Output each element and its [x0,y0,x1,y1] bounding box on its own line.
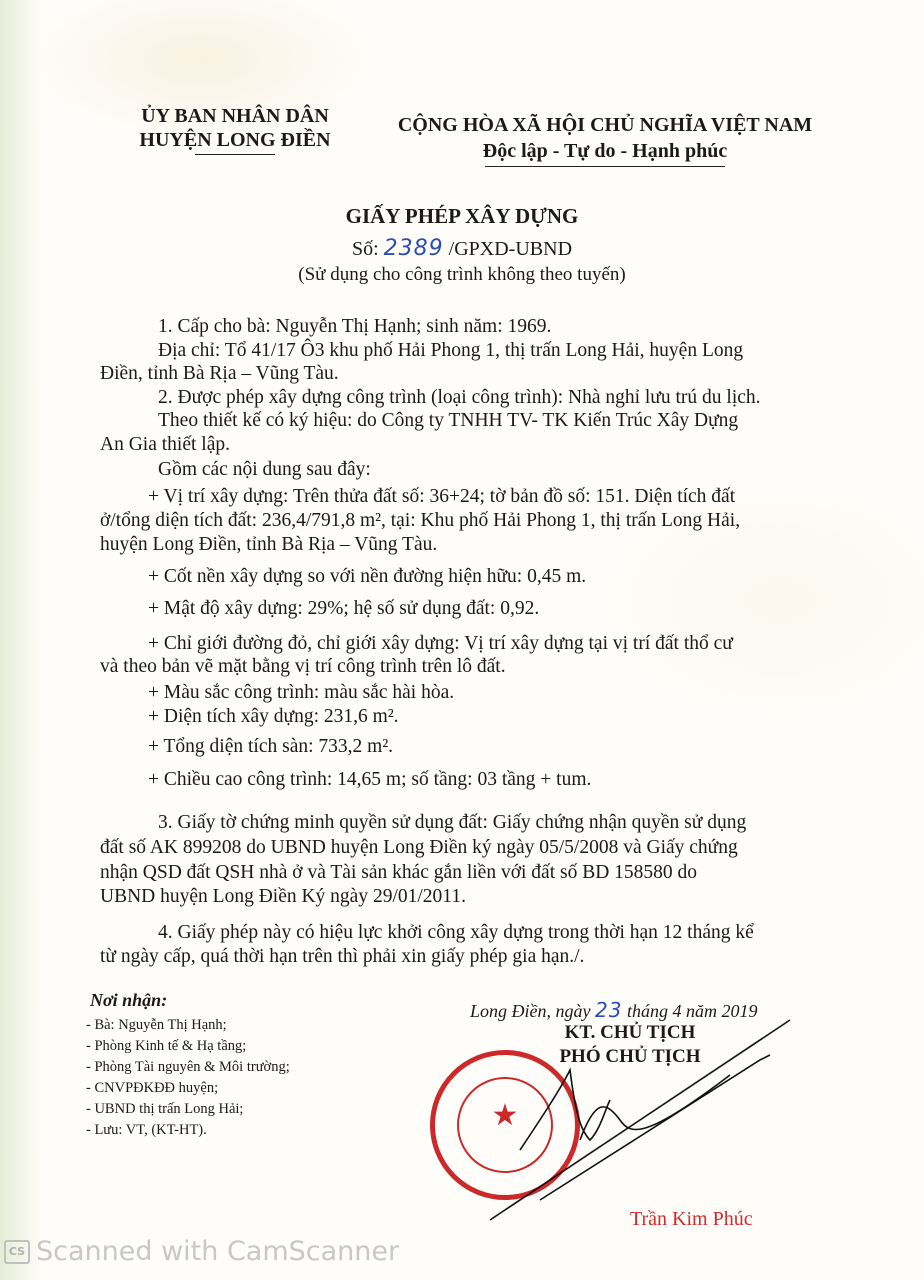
body-line: ở/tổng diện tích đất: 236,4/791,8 m², tại: Khu phố Hải Phong 1, thị trấn Long Hải, [100,510,741,531]
camscanner-logo-icon: CS [4,1240,30,1264]
body-line: nhận QSD đất QSH nhà ở và Tài sản khác gắn liền với đất số BD 158580 do [100,862,698,883]
recipient-item: - CNVPĐKĐĐ huyện; [86,1080,219,1096]
body-line: Gồm các nội dung sau đây: [158,459,371,480]
document-subtitle: (Sử dụng cho công trình không theo tuyến) [298,264,626,285]
nation-name: CỘNG HÒA XÃ HỘI CHỦ NGHĨA VIỆT NAM [397,114,813,136]
body-line: Địa chỉ: Tổ 41/17 Ô3 khu phố Hải Phong 1, thị trấn Long Hải, huyện Long [158,340,744,361]
handwritten-day: 23 [595,998,623,1022]
body-line: và theo bản vẽ mặt bằng vị trí công trình trên lô đất. [100,656,506,677]
recipient-item: - Phòng Tài nguyên & Môi trường; [86,1059,290,1075]
body-line: đất số AK 899208 do UBND huyện Long Điền ký ngày 05/5/2008 và Giấy chứng [100,837,738,858]
agency-line-2: HUYỆN LONG ĐIỀN [139,129,331,151]
document-number [0,236,924,261]
issuing-agency [110,104,360,155]
agency-line-1: ỦY BAN NHÂN DÂN [141,105,329,127]
agency-underline [195,154,275,155]
body-line: 1. Cấp cho bà: Nguyễn Thị Hạnh; sinh năm: 1969. [158,316,552,337]
body-line: Điền, tỉnh Bà Rịa – Vũng Tàu. [100,363,339,384]
body-line: + Vị trí xây dựng: Trên thửa đất số: 36+24; tờ bản đồ số: 151. Diện tích đất [148,486,736,507]
camscanner-watermark [4,1236,399,1267]
date-prefix: Long Điền, ngày [470,1001,595,1021]
national-motto: Độc lập - Tự do - Hạnh phúc [482,140,728,162]
body-line: + Chỉ giới đường đỏ, chỉ giới xây dựng: Vị trí xây dựng tại vị trí đất thổ cư [148,633,733,654]
body-line: 3. Giấy tờ chứng minh quyền sử dụng đất: Giấy chứng nhận quyền sử dụng [158,812,747,833]
motto-underline [485,166,725,167]
signature-icon [430,1000,810,1230]
star-icon: ★ [491,1099,519,1132]
watermark-text: Scanned with CamScanner [36,1236,400,1267]
signer-name: Trần Kim Phúc [630,1208,753,1230]
body-line: 4. Giấy phép này có hiệu lực khởi công xây dựng trong thời hạn 12 tháng kể [158,922,754,943]
recipient-item: - Bà: Nguyễn Thị Hạnh; [86,1017,227,1033]
handwritten-number: 2389 [383,236,444,261]
body-line: 2. Được phép xây dựng công trình (loại công trình): Nhà nghỉ lưu trú du lịch. [158,387,761,408]
recipient-item: - UBND thị trấn Long Hải; [86,1101,244,1117]
body-line: + Tổng diện tích sàn: 733,2 m². [148,736,394,757]
body-line: Theo thiết kế có ký hiệu: do Công ty TNHH TV- TK Kiến Trúc Xây Dựng [158,410,739,431]
national-heading [380,112,830,167]
number-suffix: /GPXD-UBND [443,238,573,260]
recipient-item: - Lưu: VT, (KT-HT). [86,1122,207,1138]
number-prefix: Số: [351,238,384,260]
signer-role-1: KT. CHỦ TỊCH [564,1022,696,1043]
body-line: huyện Long Điền, tỉnh Bà Rịa – Vũng Tàu. [100,534,438,555]
body-line: + Diện tích xây dựng: 231,6 m². [148,706,399,727]
document-title: GIẤY PHÉP XÂY DỰNG [345,204,579,228]
body-line: + Màu sắc công trình: màu sắc hài hòa. [148,682,455,703]
body-line: An Gia thiết lập. [100,434,230,455]
signer-role-2: PHÓ CHỦ TỊCH [559,1046,701,1067]
recipients-title: Nơi nhận: [90,990,168,1010]
body-line: từ ngày cấp, quá thời hạn trên thì phải xin giấy phép gia hạn./. [100,946,585,967]
date-suffix: tháng 4 năm 2019 [622,1001,758,1021]
body-line: + Cốt nền xây dựng so với nền đường hiện hữu: 0,45 m. [148,566,587,587]
body-line: + Chiều cao công trình: 14,65 m; số tầng: 03 tầng + tum. [148,769,592,790]
body-line: UBND huyện Long Điền Ký ngày 29/01/2011. [100,886,466,907]
body-line: + Mật độ xây dựng: 29%; hệ số sử dụng đất: 0,92. [148,598,540,619]
recipient-item: - Phòng Kinh tế & Hạ tầng; [86,1038,247,1054]
